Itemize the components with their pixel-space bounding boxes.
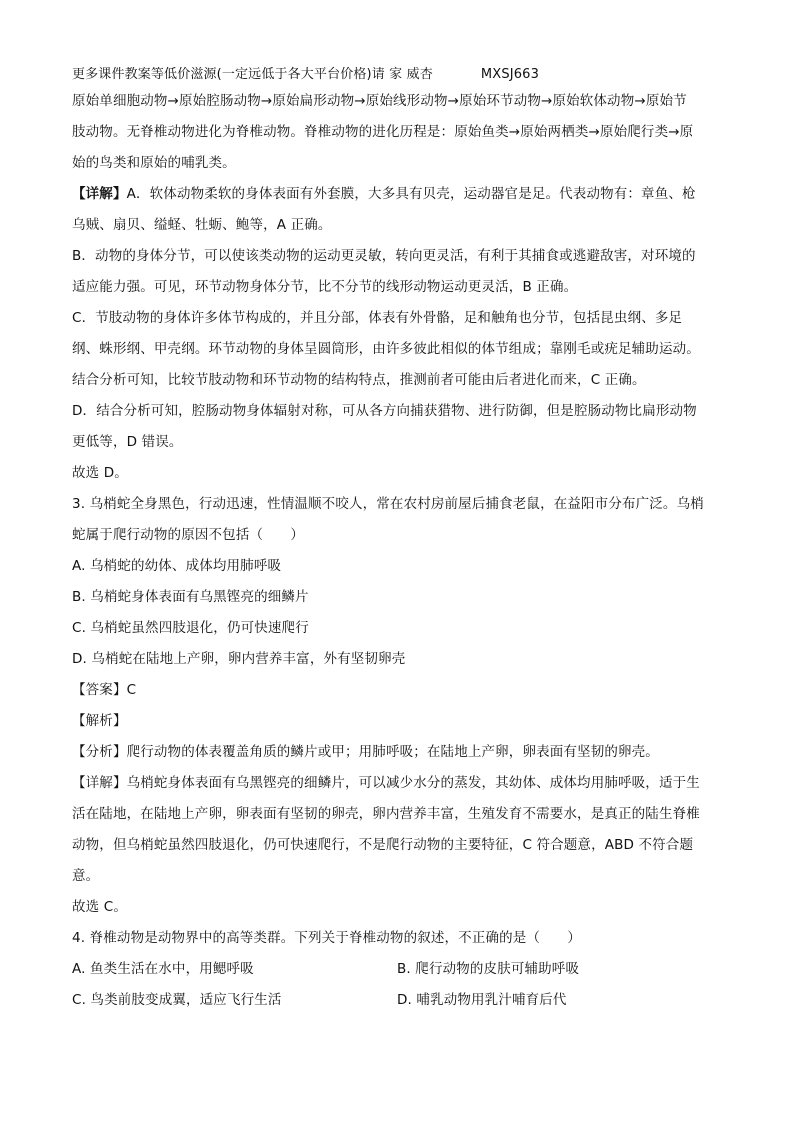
q3-detail-line: 活在陆地，在陆地上产卵，卵表面有坚韧的卵壳，卵内营养丰富，生殖发育不需要水，是真正的陆生脊椎 xyxy=(72,806,700,822)
header-promo-text: 更多课件教案等低价滋源(一定远低于各大平台价格)请 家 威杏 xyxy=(72,67,433,82)
q2-detail-label: 【详解】 xyxy=(72,186,127,202)
intro-line: 始的鸟类和原始的哺乳类。 xyxy=(72,155,236,171)
q2-detail-line: B．动物的身体分节，可以使该类动物的运动更灵敏，转向更灵活，有利于其捕食或逃避敌害，对环境的 xyxy=(72,248,696,264)
q3-fenxi: 【分析】爬行动物的体表覆盖角质的鳞片或甲；用肺呼吸；在陆地上产卵，卵表面有坚韧的卵壳。 xyxy=(72,744,659,760)
q3-option-b: B. 乌梢蛇身体表面有乌黑铿亮的细鳞片 xyxy=(72,589,309,605)
q3-detail-line: 【详解】乌梢蛇身体表面有乌黑铿亮的细鳞片，可以减少水分的蒸发，其幼体、成体均用肺呼吸，适于生 xyxy=(72,775,700,791)
q2-detail-line: 更低等，D 错误。 xyxy=(72,434,183,450)
q2-detail-line: 乌贼、扇贝、缢蛏、牡蛎、鲍等，A 正确。 xyxy=(72,217,332,233)
intro-line: 肢动物。无脊椎动物进化为脊椎动物。脊椎动物的进化历程是：原始鱼类→原始两栖类→原始爬行类→原 xyxy=(72,124,694,140)
q2-conclusion: 故选 D。 xyxy=(72,465,128,481)
q3-detail-line: 意。 xyxy=(72,868,100,884)
q2-detail-text: A．软体动物柔软的身体表面有外套膜，大多具有贝壳，运动器官是足。代表动物有：章鱼、枪 xyxy=(126,186,696,202)
intro-line: 原始单细胞动物→原始腔肠动物→原始扁形动物→原始线形动物→原始环节动物→原始软体动物→原始节 xyxy=(72,93,687,109)
q2-detail-line: D．结合分析可知，腔肠动物身体辐射对称，可从各方向捕获猎物、进行防御，但是腔肠动物比扁形动物 xyxy=(72,403,697,419)
q3-option-a: A. 乌梢蛇的幼体、成体均用肺呼吸 xyxy=(72,558,282,574)
q4-option-d: D. 哺乳动物用乳汁哺育后代 xyxy=(397,992,567,1008)
q3-analysis-label: 【解析】 xyxy=(72,713,127,729)
q4-option-c: C. 鸟类前肢变成翼，适应飞行生活 xyxy=(72,992,282,1008)
q3-option-c: C. 乌梢蛇虽然四肢退化，仍可快速爬行 xyxy=(72,620,309,636)
q3-conclusion: 故选 C。 xyxy=(72,899,127,915)
header-code: MXSJ663 xyxy=(480,67,539,82)
q3-stem-line: 蛇属于爬行动物的原因不包括（ ） xyxy=(72,527,305,543)
q4-options-row xyxy=(72,985,722,1016)
q3-option-d: D. 乌梢蛇在陆地上产卵，卵内营养丰富，外有坚韧卵壳 xyxy=(72,651,406,667)
q4-options-row xyxy=(72,954,722,985)
document-page xyxy=(72,64,722,1016)
q2-detail-line: 纲、蛛形纲、甲壳纲。环节动物的身体呈圆筒形，由许多彼此相似的体节组成；靠刚毛或疣足辅助运动。 xyxy=(72,341,700,357)
q3-answer: 【答案】C xyxy=(72,682,137,698)
q2-detail-line: 结合分析可知，比较节肢动物和环节动物的结构特点，推测前者可能由后者进化而来，C 正确。 xyxy=(72,372,646,388)
q2-detail-line: 适应能力强。可见，环节动物身体分节，比不分节的线形动物运动更灵活，B 正确。 xyxy=(72,279,578,295)
q4-option-a: A. 鱼类生活在水中，用鳃呼吸 xyxy=(72,961,254,977)
q2-detail-line: C．节肢动物的身体许多体节构成的，并且分部，体表有外骨骼，足和触角也分节，包括昆虫纲、多足 xyxy=(72,310,683,326)
q4-stem: 4. 脊椎动物是动物界中的高等类群。下列关于脊椎动物的叙述，不正确的是（ ） xyxy=(72,930,582,946)
header-promo-line xyxy=(72,64,722,86)
q3-stem-line: 3. 乌梢蛇全身黑色，行动迅速，性情温顺不咬人，常在农村房前屋后捕食老鼠，在益阳市分布广泛。乌梢 xyxy=(72,496,704,512)
q2-detail-line xyxy=(72,179,722,210)
q3-detail-line: 动物，但乌梢蛇虽然四肢退化，仍可快速爬行，不是爬行动物的主要特征，C 符合题意，ABD 不符合题 xyxy=(72,837,694,853)
q4-option-b: B. 爬行动物的皮肤可辅助呼吸 xyxy=(397,961,580,977)
